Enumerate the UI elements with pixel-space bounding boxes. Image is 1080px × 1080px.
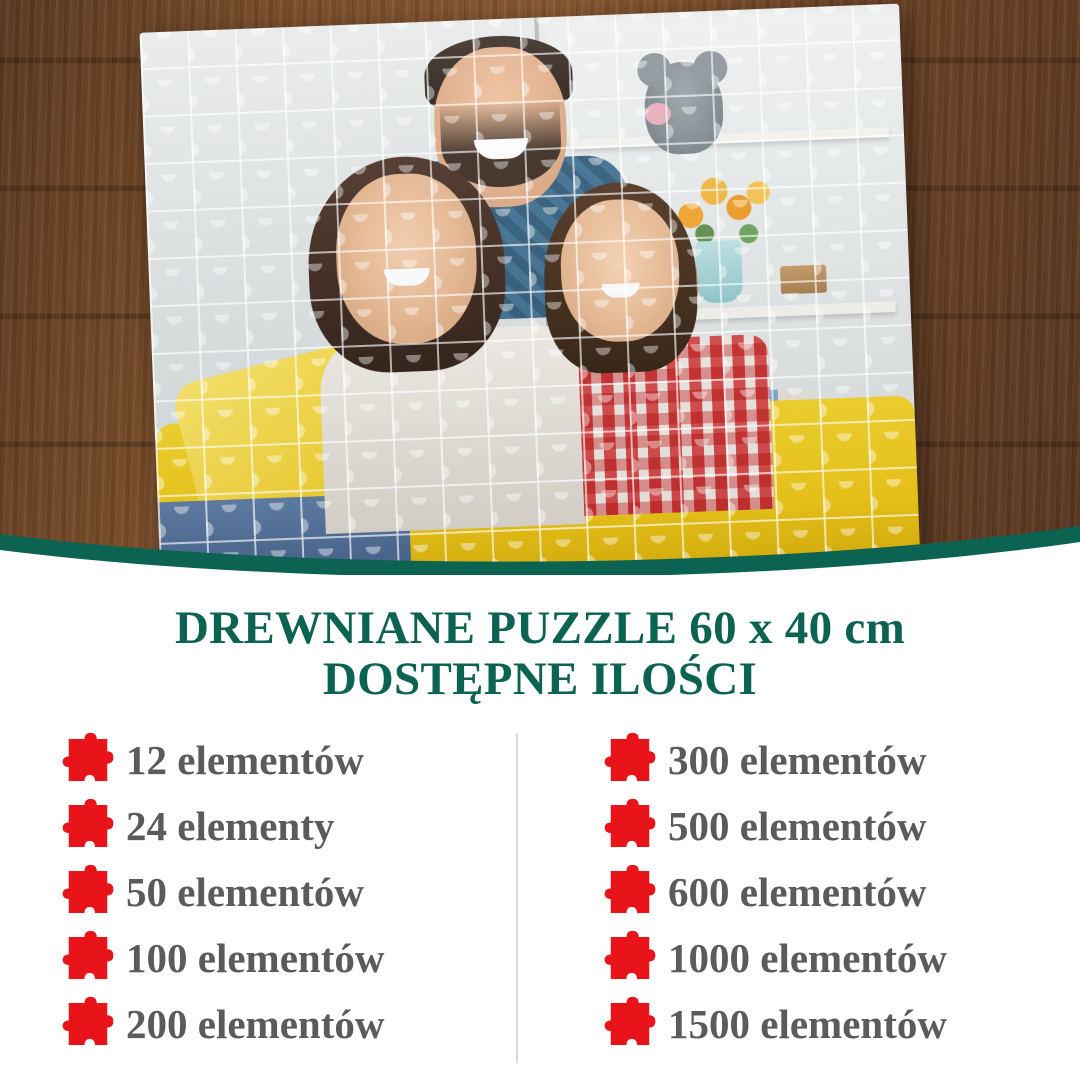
- list-item: [60, 991, 540, 1057]
- puzzle-piece-icon: [60, 996, 116, 1052]
- list-item-label: 500 elementów: [668, 802, 927, 849]
- list-item-label: 600 elementów: [668, 868, 927, 915]
- puzzle-product-image: [140, 4, 921, 575]
- list-item-label: 12 elementów: [126, 736, 364, 783]
- page-title: [0, 603, 1080, 705]
- list-item: [602, 991, 1080, 1057]
- info-section: [0, 585, 1080, 1080]
- puzzle-piece-icon: [602, 930, 658, 986]
- list-item: [60, 925, 540, 991]
- list-item: [602, 859, 1080, 925]
- puzzle-piece-icon: [60, 798, 116, 854]
- list-item-label: 300 elementów: [668, 736, 927, 783]
- puzzle-piece-icon: [60, 864, 116, 920]
- list-item: [602, 727, 1080, 793]
- column-divider: [516, 733, 518, 1063]
- puzzle-piece-icon: [60, 930, 116, 986]
- list-item: [60, 859, 540, 925]
- list-item-label: 1500 elementów: [668, 1000, 947, 1047]
- puzzle-knobs: [140, 4, 921, 575]
- title-line-1: DREWNIANE PUZZLE 60 x 40 cm: [174, 602, 906, 654]
- puzzle-piece-icon: [602, 798, 658, 854]
- puzzle-piece-icon: [602, 996, 658, 1052]
- list-item: [60, 727, 540, 793]
- green-divider: [0, 520, 1080, 575]
- list-item: [602, 925, 1080, 991]
- puzzle-piece-icon: [602, 732, 658, 788]
- piece-count-columns: [0, 727, 1080, 1057]
- piece-count-column-left: [0, 727, 540, 1057]
- puzzle-piece-icon: [60, 732, 116, 788]
- list-item-label: 50 elementów: [126, 868, 364, 915]
- list-item-label: 1000 elementów: [668, 934, 947, 981]
- list-item-label: 100 elementów: [126, 934, 385, 981]
- piece-count-column-right: [540, 727, 1080, 1057]
- list-item-label: 200 elementów: [126, 1000, 385, 1047]
- puzzle-piece-icon: [602, 864, 658, 920]
- list-item-label: 24 elementy: [126, 802, 335, 849]
- list-item: [60, 793, 540, 859]
- list-item: [602, 793, 1080, 859]
- title-line-2: DOSTĘPNE ILOŚCI: [322, 652, 758, 705]
